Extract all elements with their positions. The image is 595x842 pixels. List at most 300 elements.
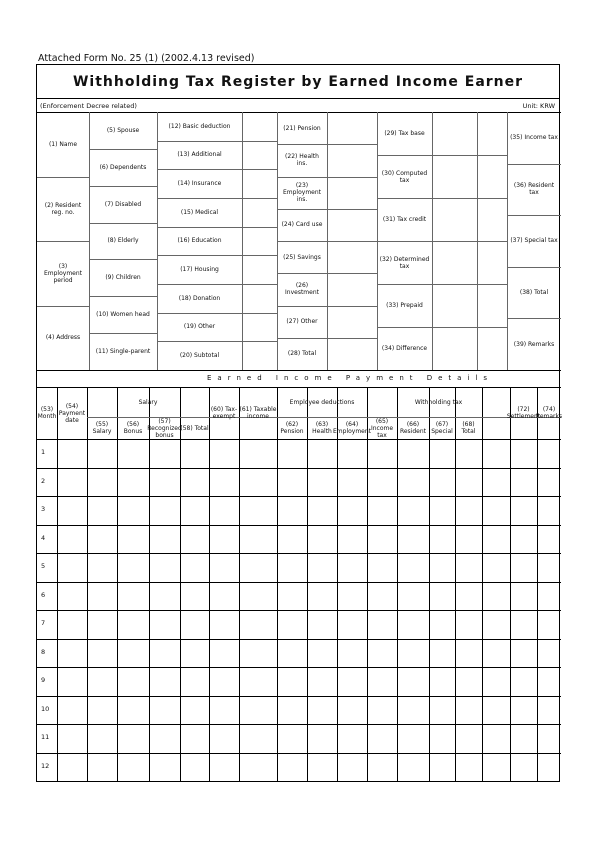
table-cell[interactable] [149, 696, 180, 725]
table-cell[interactable] [117, 496, 149, 525]
upper-row-rule [377, 327, 432, 328]
table-cell[interactable] [239, 468, 277, 497]
upper-field-label: (5) Spouse [106, 126, 140, 134]
table-cell[interactable] [482, 753, 510, 782]
table-cell[interactable] [87, 496, 117, 525]
table-cell[interactable] [429, 696, 455, 725]
table-cell[interactable] [397, 724, 429, 753]
table-cell[interactable] [239, 525, 277, 554]
lower-subheader: (63) Health [312, 421, 332, 435]
table-cell[interactable] [367, 724, 397, 753]
table-cell[interactable] [482, 639, 510, 668]
upper-field-label: (14) Insurance [177, 180, 222, 188]
upper-row-rule [277, 241, 327, 242]
upper-left-rule [37, 241, 89, 242]
table-cell[interactable] [149, 496, 180, 525]
table-cell[interactable] [367, 439, 397, 468]
table-cell[interactable] [209, 582, 239, 611]
table-cell[interactable] [510, 696, 537, 725]
upper-field-label: (13) Additional [177, 151, 222, 159]
table-cell[interactable] [149, 724, 180, 753]
table-cell[interactable] [537, 496, 561, 525]
table-cell[interactable] [117, 610, 149, 639]
table-cell[interactable] [337, 696, 367, 725]
upper-field-label: (18) Donation [178, 294, 221, 302]
table-cell[interactable] [482, 667, 510, 696]
table-cell[interactable] [209, 696, 239, 725]
table-cell[interactable] [397, 439, 429, 468]
table-cell[interactable] [180, 610, 209, 639]
table-cell[interactable] [209, 639, 239, 668]
table-cell[interactable] [482, 525, 510, 554]
upper-value-rule [432, 241, 477, 242]
upper-field-label: (19) Other [183, 323, 216, 331]
upper-field-label: (24) Card use [281, 221, 323, 229]
table-cell[interactable] [180, 439, 209, 468]
table-cell[interactable] [277, 553, 307, 582]
table-cell[interactable] [87, 753, 117, 782]
table-cell[interactable] [57, 696, 87, 725]
section-top-rule [37, 370, 561, 371]
upper-field-label: (12) Basic deduction [168, 122, 231, 130]
table-cell[interactable] [87, 553, 117, 582]
table-cell[interactable] [239, 553, 277, 582]
upper-field-label: (32) Determined tax [379, 255, 430, 270]
table-cell[interactable] [510, 610, 537, 639]
table-cell[interactable] [307, 439, 337, 468]
table-cell[interactable] [510, 582, 537, 611]
table-cell[interactable] [239, 439, 277, 468]
lower-header: (53) Month [37, 406, 57, 420]
table-cell[interactable] [277, 468, 307, 497]
table-cell[interactable] [337, 610, 367, 639]
table-cell[interactable] [307, 639, 337, 668]
upper-row-rule [377, 241, 432, 242]
table-cell[interactable] [455, 468, 482, 497]
upper-col-rule [157, 112, 158, 370]
upper-field-label: (21) Pension [283, 124, 321, 132]
table-cell[interactable] [367, 753, 397, 782]
table-cell[interactable] [482, 496, 510, 525]
table-cell[interactable] [307, 582, 337, 611]
table-cell[interactable] [180, 667, 209, 696]
table-cell[interactable] [367, 468, 397, 497]
table-cell[interactable] [367, 667, 397, 696]
table-cell[interactable] [537, 753, 561, 782]
row-month-number: 1 [41, 448, 46, 457]
table-cell[interactable] [367, 696, 397, 725]
upper-field-label: (27) Other [286, 318, 318, 326]
upper-field-label: (22) Health ins. [285, 153, 319, 168]
upper-field-label: (23) Employment ins. [282, 182, 322, 204]
upper-row-rule [89, 296, 157, 297]
lower-subheader: (62) Pension [280, 421, 304, 435]
table-cell[interactable] [455, 439, 482, 468]
table-cell[interactable] [117, 696, 149, 725]
upper-field-label: (8) Elderly [107, 237, 139, 245]
table-cell[interactable] [239, 496, 277, 525]
upper-row-rule [277, 177, 327, 178]
table-cell[interactable] [537, 439, 561, 468]
upper-row-rule [277, 306, 327, 307]
upper-field-label: (28) Total [287, 350, 317, 358]
table-cell[interactable] [307, 696, 337, 725]
lower-subheader: (65) Income tax [370, 417, 394, 439]
table-cell[interactable] [510, 468, 537, 497]
upper-value-rule [327, 273, 377, 274]
upper-field-label: (29) Tax base [384, 130, 425, 137]
table-cell[interactable] [277, 496, 307, 525]
table-cell[interactable] [429, 753, 455, 782]
table-cell[interactable] [180, 553, 209, 582]
table-cell[interactable] [87, 525, 117, 554]
table-cell[interactable] [397, 553, 429, 582]
table-cell[interactable] [510, 753, 537, 782]
table-cell[interactable] [537, 525, 561, 554]
upper-field-label: (31) Tax credit [382, 216, 427, 223]
table-cell[interactable] [117, 667, 149, 696]
table-cell[interactable] [209, 724, 239, 753]
table-cell[interactable] [367, 582, 397, 611]
table-cell[interactable] [239, 724, 277, 753]
upper-field-label: (11) Single-parent [95, 348, 151, 356]
upper-row-rule [157, 341, 242, 342]
table-cell[interactable] [239, 639, 277, 668]
table-cell[interactable] [87, 468, 117, 497]
table-cell[interactable] [337, 667, 367, 696]
table-cell[interactable] [307, 610, 337, 639]
table-cell[interactable] [397, 496, 429, 525]
table-cell[interactable] [455, 639, 482, 668]
upper-row-rule [89, 186, 157, 187]
table-cell[interactable] [117, 724, 149, 753]
upper-field-label: (7) Disabled [104, 200, 142, 208]
upper-left-rule [37, 177, 89, 178]
table-cell[interactable] [239, 696, 277, 725]
table-cell[interactable] [149, 525, 180, 554]
table-cell[interactable] [209, 525, 239, 554]
row-month-number: 2 [41, 476, 46, 485]
table-cell[interactable] [429, 496, 455, 525]
table-cell[interactable] [429, 468, 455, 497]
table-cell[interactable] [149, 553, 180, 582]
table-cell[interactable] [429, 525, 455, 554]
table-cell[interactable] [367, 525, 397, 554]
table-cell[interactable] [397, 610, 429, 639]
row-month-number: 8 [41, 647, 46, 656]
upper-value-rule [432, 198, 477, 199]
table-cell[interactable] [239, 610, 277, 639]
upper-field-label: (39) Remarks [513, 340, 555, 348]
lower-subheader: (64) Employment [333, 421, 372, 435]
upper-field-label: (37) Special tax [510, 237, 558, 245]
table-cell[interactable] [429, 553, 455, 582]
table-cell[interactable] [455, 582, 482, 611]
table-cell[interactable] [537, 667, 561, 696]
table-cell[interactable] [149, 639, 180, 668]
table-cell[interactable] [277, 439, 307, 468]
table-cell[interactable] [455, 525, 482, 554]
upper-left-label: (3) Employment period [43, 262, 83, 284]
table-cell[interactable] [117, 439, 149, 468]
table-cell[interactable] [337, 525, 367, 554]
table-cell[interactable] [57, 724, 87, 753]
table-cell[interactable] [209, 496, 239, 525]
upper-value-rule [327, 209, 377, 210]
table-cell[interactable] [277, 639, 307, 668]
table-cell[interactable] [455, 753, 482, 782]
lower-subheader: (66) Resident [399, 421, 427, 435]
table-cell[interactable] [180, 753, 209, 782]
table-cell[interactable] [397, 525, 429, 554]
table-cell[interactable] [87, 610, 117, 639]
table-cell[interactable] [429, 582, 455, 611]
table-cell[interactable] [149, 582, 180, 611]
table-cell[interactable] [307, 724, 337, 753]
table-cell[interactable] [482, 610, 510, 639]
table-cell[interactable] [455, 696, 482, 725]
upper-field-label: (35) Income tax [510, 134, 558, 142]
upper-row-rule [507, 164, 561, 165]
table-cell[interactable] [397, 753, 429, 782]
table-cell[interactable] [57, 639, 87, 668]
upper-value-rule [432, 284, 477, 285]
lower-header: (54) Payment date [58, 402, 86, 424]
table-cell[interactable] [537, 468, 561, 497]
table-cell[interactable] [337, 468, 367, 497]
lower-subheader: (56) Bonus [123, 421, 143, 435]
lower-header: (74) Remarks [535, 406, 563, 420]
table-cell[interactable] [429, 667, 455, 696]
table-cell[interactable] [117, 582, 149, 611]
form-reference: Attached Form No. 25 (1) (2002.4.13 revised) [38, 53, 255, 64]
table-cell[interactable] [239, 667, 277, 696]
table-cell[interactable] [537, 724, 561, 753]
table-cell[interactable] [87, 439, 117, 468]
table-cell[interactable] [337, 496, 367, 525]
upper-value-rule [432, 327, 477, 328]
table-cell[interactable] [429, 610, 455, 639]
upper-value-rule [327, 338, 377, 339]
table-cell[interactable] [337, 439, 367, 468]
table-cell[interactable] [510, 639, 537, 668]
upper-field-label: (38) Total [519, 289, 549, 297]
table-cell[interactable] [337, 753, 367, 782]
table-cell[interactable] [87, 724, 117, 753]
upper-row-rule [277, 273, 327, 274]
table-cell[interactable] [117, 753, 149, 782]
table-cell[interactable] [180, 696, 209, 725]
table-cell[interactable] [537, 610, 561, 639]
table-cell[interactable] [397, 639, 429, 668]
upper-value-rule [432, 155, 477, 156]
table-cell[interactable] [429, 724, 455, 753]
upper-col-rule [242, 112, 243, 370]
table-cell[interactable] [180, 468, 209, 497]
table-cell[interactable] [397, 667, 429, 696]
table-cell[interactable] [337, 582, 367, 611]
table-cell[interactable] [337, 639, 367, 668]
upper-value-rule [242, 169, 277, 170]
upper-row-rule [277, 209, 327, 210]
upper-left-label: (4) Address [45, 334, 81, 342]
lower-subheader: (57) Recognized bonus [147, 417, 182, 439]
table-cell[interactable] [57, 553, 87, 582]
table-cell[interactable] [277, 582, 307, 611]
row-month-number: 11 [41, 733, 50, 742]
lower-header: Salary [138, 398, 158, 406]
table-cell[interactable] [482, 724, 510, 753]
table-cell[interactable] [455, 724, 482, 753]
table-cell[interactable] [510, 724, 537, 753]
table-cell[interactable] [239, 582, 277, 611]
table-cell[interactable] [209, 468, 239, 497]
table-cell[interactable] [180, 496, 209, 525]
table-cell[interactable] [209, 610, 239, 639]
row-month-number: 5 [41, 562, 46, 571]
table-cell[interactable] [455, 667, 482, 696]
table-cell[interactable] [209, 439, 239, 468]
section-title: Earned Income Payment Details [207, 374, 493, 382]
upper-row-rule [507, 267, 561, 268]
upper-row-rule [89, 259, 157, 260]
upper-field-label: (17) Housing [180, 266, 219, 274]
upper-col-rule [507, 112, 508, 370]
upper-left-rule [37, 306, 89, 307]
table-cell[interactable] [510, 525, 537, 554]
table-cell[interactable] [429, 439, 455, 468]
table-cell[interactable] [57, 525, 87, 554]
upper-row-rule [277, 144, 327, 145]
table-cell[interactable] [57, 610, 87, 639]
upper-row-rule [157, 198, 242, 199]
table-cell[interactable] [277, 696, 307, 725]
upper-value-rule [242, 227, 277, 228]
table-cell[interactable] [117, 525, 149, 554]
table-cell[interactable] [57, 753, 87, 782]
table-cell[interactable] [482, 439, 510, 468]
upper-row-rule [89, 223, 157, 224]
table-cell[interactable] [277, 610, 307, 639]
table-cell[interactable] [149, 468, 180, 497]
lower-header: (72) Settlement [506, 406, 541, 420]
table-cell[interactable] [510, 439, 537, 468]
table-cell[interactable] [307, 468, 337, 497]
table-cell[interactable] [307, 753, 337, 782]
table-cell[interactable] [455, 610, 482, 639]
table-cell[interactable] [510, 496, 537, 525]
table-cell[interactable] [337, 553, 367, 582]
table-cell[interactable] [397, 696, 429, 725]
upper-left-label: (1) Name [48, 140, 78, 148]
table-cell[interactable] [57, 582, 87, 611]
upper-field-label: (25) Savings [283, 253, 321, 261]
table-cell[interactable] [537, 696, 561, 725]
table-cell[interactable] [537, 639, 561, 668]
upper-row-rule [157, 313, 242, 314]
table-cell[interactable] [149, 610, 180, 639]
table-cell[interactable] [87, 582, 117, 611]
table-cell[interactable] [277, 667, 307, 696]
table-cell[interactable] [537, 553, 561, 582]
table-cell[interactable] [537, 582, 561, 611]
table-cell[interactable] [307, 525, 337, 554]
table-cell[interactable] [87, 639, 117, 668]
table-cell[interactable] [180, 724, 209, 753]
table-cell[interactable] [117, 639, 149, 668]
table-cell[interactable] [57, 468, 87, 497]
upper-row-rule [507, 215, 561, 216]
table-cell[interactable] [307, 667, 337, 696]
upper-row-rule [157, 255, 242, 256]
table-cell[interactable] [117, 553, 149, 582]
table-cell[interactable] [397, 582, 429, 611]
table-cell[interactable] [367, 639, 397, 668]
table-cell[interactable] [117, 468, 149, 497]
lower-header: (60) Tax-exempt [210, 406, 238, 420]
table-cell[interactable] [277, 724, 307, 753]
table-cell[interactable] [367, 553, 397, 582]
table-cell[interactable] [57, 439, 87, 468]
table-cell[interactable] [397, 468, 429, 497]
table-cell[interactable] [149, 439, 180, 468]
table-cell[interactable] [209, 667, 239, 696]
upper-row-rule [277, 338, 327, 339]
table-cell[interactable] [510, 553, 537, 582]
lower-header: Withholding tax [414, 398, 463, 406]
table-cell[interactable] [209, 553, 239, 582]
table-cell[interactable] [277, 753, 307, 782]
upper-value-rule [242, 341, 277, 342]
table-cell[interactable] [307, 553, 337, 582]
form-unit: Unit: KRW [522, 102, 555, 110]
table-cell[interactable] [180, 582, 209, 611]
table-cell[interactable] [337, 724, 367, 753]
table-cell[interactable] [57, 667, 87, 696]
table-cell[interactable] [455, 553, 482, 582]
table-cell[interactable] [482, 553, 510, 582]
table-cell[interactable] [57, 496, 87, 525]
table-cell[interactable] [429, 639, 455, 668]
table-cell[interactable] [277, 525, 307, 554]
row-month-number: 7 [41, 619, 46, 628]
table-cell[interactable] [180, 525, 209, 554]
table-cell[interactable] [367, 610, 397, 639]
upper-value-rule [477, 155, 507, 156]
upper-row-rule [377, 155, 432, 156]
table-cell[interactable] [482, 582, 510, 611]
table-cell[interactable] [367, 496, 397, 525]
table-cell[interactable] [209, 753, 239, 782]
table-cell[interactable] [307, 496, 337, 525]
table-cell[interactable] [482, 696, 510, 725]
upper-field-label: (15) Medical [180, 208, 219, 216]
table-cell[interactable] [87, 696, 117, 725]
table-cell[interactable] [149, 667, 180, 696]
table-cell[interactable] [149, 753, 180, 782]
row-month-number: 3 [41, 505, 46, 514]
table-cell[interactable] [180, 639, 209, 668]
table-cell[interactable] [482, 468, 510, 497]
upper-value-rule [477, 241, 507, 242]
upper-value-rule [327, 241, 377, 242]
lower-header: Employee deductions [289, 398, 355, 406]
table-cell[interactable] [239, 753, 277, 782]
table-cell[interactable] [510, 667, 537, 696]
table-cell[interactable] [87, 667, 117, 696]
table-cell[interactable] [455, 496, 482, 525]
upper-row-rule [157, 284, 242, 285]
